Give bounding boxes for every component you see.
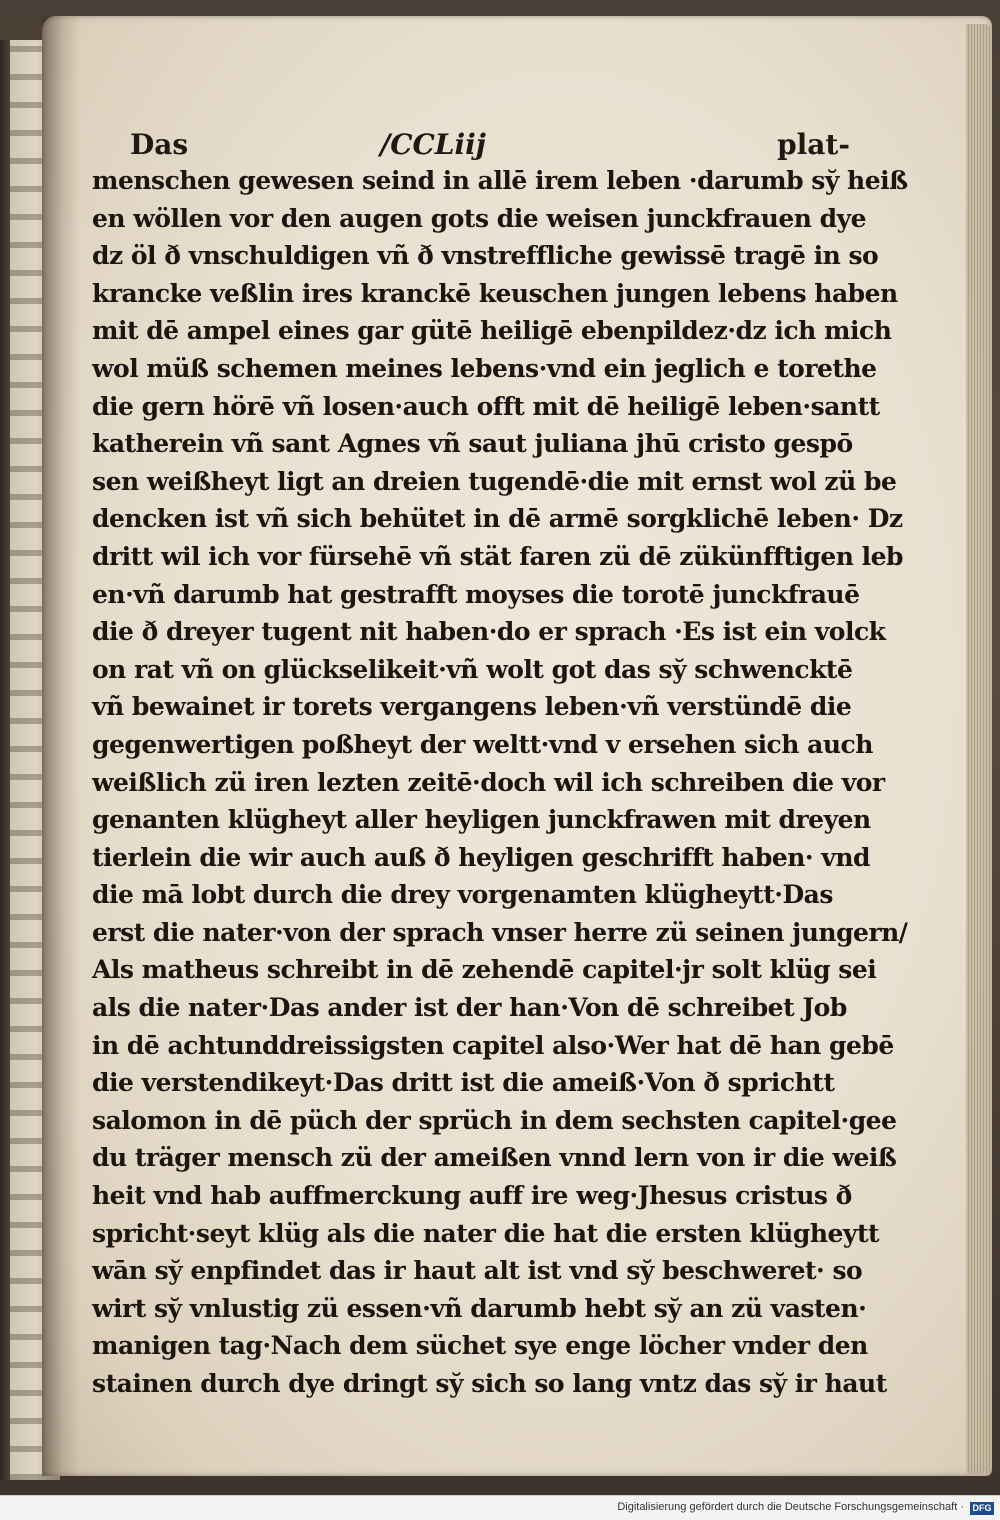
text-line: die ð dreyer tugent nit haben·do er sprach ·Es ist ein volck [92,617,886,647]
text-line: dz öl ð vnschuldigen vñ ð vnstreffliche gewissē tragē in so [92,241,879,271]
header-right-catchword: plat- [777,128,850,161]
text-line: wirt sy̆ vnlustig zü essen·vñ darumb hebt sy̆ an zü vasten· [92,1293,867,1323]
page-stack-edge [966,24,992,1474]
text-line: en·vñ darumb hat gestrafft moyses die torotē junckfrauē [92,579,860,609]
text-line: on rat vñ on glückselikeit·vñ wolt got das sy̆ schwencktē [92,654,853,684]
text-line: mit dē ampel eines gar gütē heiligē ebenpildez·dz ich mich [92,316,892,346]
text-line: du träger mensch zü der ameißen vnnd lern von ir die weiß [92,1143,897,1173]
dfg-logo: DFG [970,1502,994,1515]
text-line: die gern hörē vñ losen·auch offt mit dē heiligē leben·santt [92,391,880,421]
text-line: krancke veßlin ires kranckē keuschen jungen lebens haben [92,278,898,308]
text-line: salomon in dē püch der sprüch in dem sechsten capitel·gee [92,1105,897,1135]
text-line: manigen tag·Nach dem süchet sye enge löcher vnder den [92,1331,868,1361]
digitization-footer [0,1495,1000,1520]
text-line: dritt wil ich vor fürsehē vñ stät faren zü dē zükünfftigen leb [92,541,904,571]
body-text [92,162,908,1403]
text-line: menschen gewesen seind in allē irem leben ·darumb sy̆ heiß [92,166,908,195]
text-line: weißlich zü iren lezten zeitē·doch wil ich schreiben die vor [92,767,885,797]
text-line: tierlein die wir auch auß ð heyligen geschrifft haben· vnd [92,842,870,872]
text-line: erst die nater·von der sprach vnser herre zü seinen jungern/ [92,917,908,947]
text-line: wol müß schemen meines lebens·vnd ein jeglich e torethe [92,353,877,383]
text-line: in dē achtunddreissigsten capitel also·Wer hat dē han gebē [92,1030,894,1060]
text-line: vñ bewainet ir torets vergangens leben·vñ verstündē die [92,692,852,722]
text-line: wān sy̆ enpfindet das ir haut alt ist vnd sy̆ beschweret· so [92,1256,863,1286]
text-line: stainen durch dye dringt sy̆ sich so lang vntz das sy̆ ir haut [92,1369,887,1398]
text-line: als die nater·Das ander ist der han·Von dē schreibet Job [92,993,847,1023]
text-line: spricht·seyt klüg als die nater die hat die ersten klügheytt [92,1218,880,1248]
text-line: dencken ist vñ sich behütet in dē armē sorgklichē leben· Dz [92,504,903,534]
text-line: die mā lobt durch die drey vorgenamten klügheytt·Das [92,880,833,910]
text-line: heit vnd hab auffmerckung auff ire weg·Jhesus cristus ð [92,1181,852,1211]
text-line: en wöllen vor den augen gots die weisen junckfrauen dye [92,203,867,233]
book-spine [0,40,10,1480]
funding-notice: Digitalisierung gefördert durch die Deutsche Forschungsgemeinschaft · [617,1501,964,1513]
text-line: katherein vñ sant Agnes vñ saut juliana jhū cristo gespō [92,429,853,459]
text-line: sen weißheyt ligt an dreien tugendē·die mit ernst wol zü be [92,466,897,496]
page-gutter-shadow [42,16,80,1476]
header-left-catchword: Das [130,128,189,161]
text-line: die verstendikeyt·Das dritt ist die ameiß·Von ð sprichtt [92,1068,835,1098]
text-line: genanten klügheyt aller heyligen junckfrawen mit dreyen [92,805,871,835]
text-line: Als matheus schreibt in dē zehendē capitel·jr solt klüg sei [92,955,877,985]
folio-number: /CCLiij [380,128,486,161]
text-line: gegenwertigen poßheyt der weltt·vnd v ersehen sich auch [92,729,873,759]
